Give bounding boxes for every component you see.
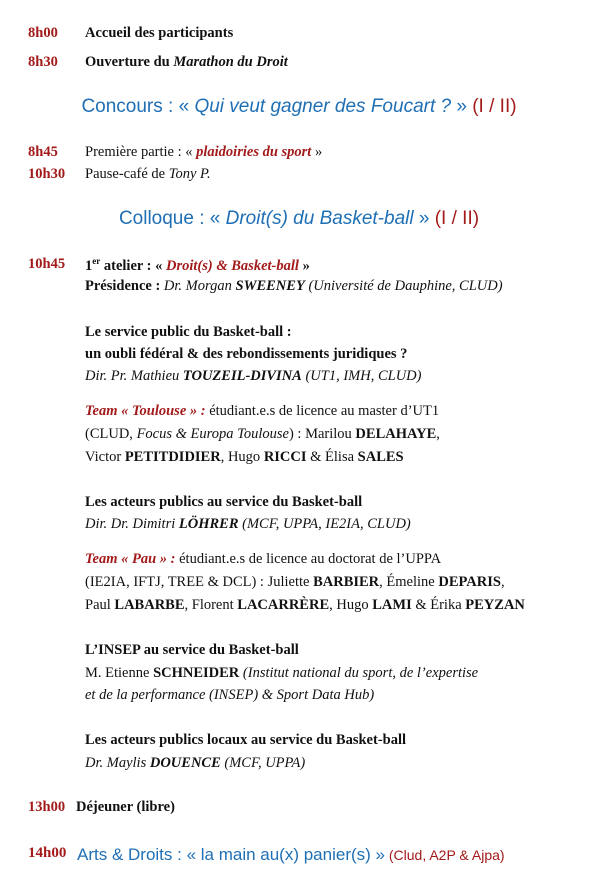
team-text: (IE2IA, IFTJ, TREE & DCL) : Juliette <box>85 574 314 590</box>
section-heading-colloque <box>0 208 598 230</box>
event-text: » <box>298 257 310 274</box>
member-surname: PETITDIDIER <box>124 449 221 465</box>
time-label: 10h30 <box>28 166 66 182</box>
time-label: 13h00 <box>28 799 66 815</box>
team-text: , Florent <box>184 597 238 613</box>
talk-title: un oubli fédéral & des rebondissements juridiques ? <box>85 346 408 362</box>
event-text: Première partie : « <box>85 144 197 160</box>
atelier-number: 1 <box>85 257 93 274</box>
team-text: & Érika <box>411 597 466 613</box>
speaker-affil: (Institut national du sport, de l’expertise <box>239 665 479 681</box>
talk-title: L’INSEP au service du Basket-ball <box>85 642 299 658</box>
speaker-line <box>85 516 411 533</box>
event-label <box>85 144 322 161</box>
member-surname: BARBIER <box>313 574 380 590</box>
team-line <box>85 551 441 568</box>
heading-part: (I / II) <box>434 208 480 229</box>
team-line <box>85 403 439 420</box>
event-text: Arts & Droits : « la main au(x) panier(s) » <box>77 845 385 864</box>
speaker-name: Dir. Pr. Mathieu <box>85 368 183 384</box>
speaker-line <box>85 665 478 682</box>
speaker-surname: SCHNEIDER <box>153 665 240 681</box>
member-surname: SALES <box>357 449 404 465</box>
team-line: (IE2IA, IFTJ, TREE & DCL) : Juliette BARBIER, Émeline DEPARIS, <box>85 574 505 590</box>
event-text-italic: Marathon du Droit <box>173 54 288 70</box>
speaker-line <box>85 755 305 772</box>
speaker-surname: DOUENCE <box>149 755 221 771</box>
speaker-name: Dr. Maylis <box>85 755 150 771</box>
presidence-affil: (Université de Dauphine, CLUD) <box>304 278 503 294</box>
heading-italic: Qui veut gagner des Foucart ? <box>194 96 452 117</box>
presidence-surname: SWEENEY <box>235 278 305 294</box>
member-surname: RICCI <box>263 449 307 465</box>
team-text: étudiant.e.s de licence au master d’UT1 <box>205 403 440 419</box>
presidence-text <box>85 278 503 295</box>
team-text: & Élisa <box>306 449 358 465</box>
event-text: Ouverture du <box>85 54 174 70</box>
heading-text: Colloque : « <box>118 208 226 229</box>
event-suffix: (Clud, A2P & Ajpa) <box>384 847 505 863</box>
team-text: , Hugo <box>329 597 373 613</box>
speaker-surname: TOUZEIL-DIVINA <box>182 368 302 384</box>
team-line <box>85 597 525 614</box>
heading-italic: Droit(s) du Basket-ball <box>225 208 414 229</box>
team-text: étudiant.e.s de licence au doctorat de l’UPPA <box>175 551 442 567</box>
speaker-line <box>85 368 421 385</box>
team-text: , Hugo <box>220 449 264 465</box>
member-surname: LAMI <box>372 597 412 613</box>
event-text: Pause-café de <box>85 166 169 182</box>
team-text: (CLUD, <box>85 426 137 442</box>
team-label: Team « Toulouse » : <box>85 403 206 419</box>
event-text-italic: plaidoiries du sport <box>196 144 312 160</box>
team-line: (CLUD, Focus & Europa Toulouse) : Marilou DELAHAYE, <box>85 426 440 442</box>
team-text-italic: Focus & Europa Toulouse <box>136 426 289 442</box>
heading-part: (I / II) <box>472 96 517 117</box>
presidence-label: Présidence : <box>85 278 164 294</box>
talk-title: Le service public du Basket-ball : <box>85 324 292 340</box>
event-label <box>85 166 211 183</box>
speaker-affil: (MCF, UPPA) <box>220 755 306 771</box>
event-label: Accueil des participants <box>85 25 234 41</box>
event-label: Déjeuner (libre) <box>76 799 175 815</box>
time-label: 10h45 <box>28 256 66 272</box>
event-label <box>85 256 310 275</box>
time-label: 8h30 <box>28 54 58 70</box>
member-surname: LABARBE <box>114 597 185 613</box>
event-label <box>77 845 505 865</box>
heading-text: » <box>413 208 430 229</box>
event-label <box>85 54 288 71</box>
speaker-affil: (MCF, UPPA, IE2IA, CLUD) <box>238 516 411 532</box>
team-label: Team « Pau » : <box>85 551 176 567</box>
speaker-surname: LÖHRER <box>178 516 239 532</box>
team-line <box>85 449 404 466</box>
event-text-italic: Droit(s) & Basket-ball <box>166 257 299 274</box>
event-text: atelier : « <box>100 257 167 274</box>
heading-text: Concours : « <box>81 96 195 117</box>
event-text-italic: Tony P. <box>168 166 211 182</box>
member-surname: DELAHAYE <box>355 426 437 442</box>
member-surname: DEPARIS <box>438 574 501 590</box>
speaker-name: M. Etienne <box>85 665 154 681</box>
member-surname: LACARRÈRE <box>237 597 330 613</box>
team-text: Paul <box>85 597 115 613</box>
heading-text: » <box>451 96 467 117</box>
team-text: , Émeline <box>379 574 439 590</box>
time-label: 8h45 <box>28 144 58 160</box>
member-surname: PEYZAN <box>465 597 525 613</box>
talk-title: Les acteurs publics locaux au service du Basket-ball <box>85 732 407 748</box>
time-label: 8h00 <box>28 25 58 41</box>
talk-title: Les acteurs publics au service du Basket-ball <box>85 494 363 510</box>
team-text: Victor <box>85 449 125 465</box>
time-label: 14h00 <box>28 845 67 861</box>
section-heading-concours <box>0 96 598 118</box>
speaker-name: Dir. Dr. Dimitri <box>85 516 179 532</box>
atelier-sup: er <box>92 256 101 266</box>
team-text: ) : Marilou <box>288 426 356 442</box>
speaker-affil: et de la performance (INSEP) & Sport Data Hub) <box>85 687 375 703</box>
presidence-name: Dr. Morgan <box>163 278 236 294</box>
event-text: » <box>311 144 323 160</box>
speaker-affil: (UT1, IMH, CLUD) <box>301 368 422 384</box>
